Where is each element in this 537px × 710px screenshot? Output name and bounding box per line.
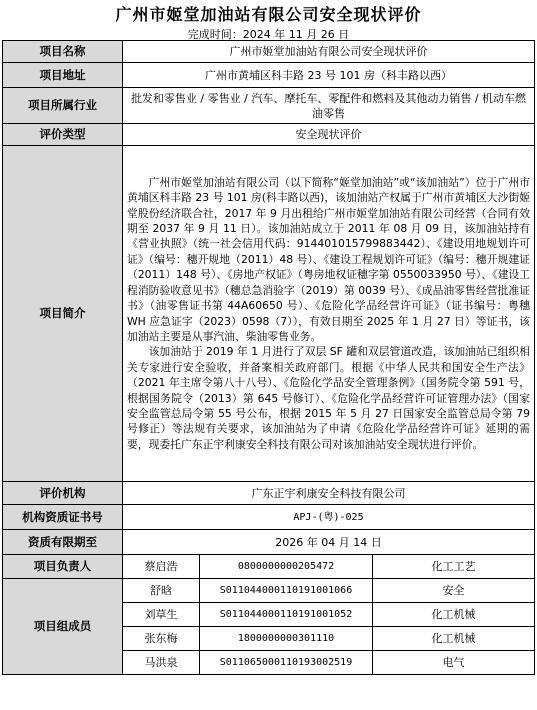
member-id: S011044000110191001052 — [200, 603, 373, 627]
intro-paragraph-1: 广州市姬堂加油站有限公司（以下简称“姬堂加油站”或“该加油站”）位于广州市黄埔区科丰路 23 号 101 房(科丰路以西)，该加油站产权属于广州市黄埔区大沙街姬堂股份经济联合社，2017 年 9 月出租给广州市姬堂加油站有限公司经营（合同有效期至 2037 年 9 月 11 日）。该加油站成立于 2011 年 08 月 09 日，该加油站持有《营业执照》（统一社会信用代码：914401015799883442）、《建设用地规划许可证》（编号：穗开规地（2011）48 号）、《建设工程规划许可证》（编号：穗开规建证（2011）148 号）、《房地产权证》（粤房地权证穗字第 0550033950 号）、《建设工程消防验收意见书》（穗总急消验字（2019）第 0039 号）、《成品油零售经营批准证书》（油零售证书第 44A60650 号）、《危险化学品经营许可证》（证书编号：粤穗 WH 应急证字（2023）0598（7）），有效日期至 2025 年 1 月 27 日）等证书，该加油站主要是从事汽油、柴油零售业务。 — [127, 175, 530, 343]
row-expiry — [3, 530, 535, 555]
member-id: 1800000000301110 — [200, 627, 373, 651]
value-expiry: 2026 年 04 月 14 日 — [123, 530, 535, 555]
member-field: 化工机械 — [373, 627, 535, 651]
label-eval-type: 评价类型 — [3, 124, 123, 146]
label-leader: 项目负责人 — [3, 555, 123, 579]
member-id: S011065000110193002519 — [200, 651, 373, 675]
value-agency: 广东正宇利康安全科技有限公司 — [123, 482, 535, 505]
value-industry: 批发和零售业 / 零售业 / 汽车、摩托车、零配件和燃料及其他动力销售 / 机动车燃油零售 — [123, 88, 535, 124]
label-industry: 项目所属行业 — [3, 88, 123, 124]
member-name: 舒晗 — [123, 579, 200, 603]
value-project-address: 广州市黄埔区科丰路 23 号 101 房（科丰路以西） — [123, 63, 535, 88]
label-expiry: 资质有限期至 — [3, 530, 123, 555]
row-agency — [3, 482, 535, 505]
leader-name: 蔡启浩 — [123, 555, 200, 579]
member-field: 安全 — [373, 579, 535, 603]
intro-paragraph-2: 该加油站于 2019 年 1 月进行了双层 SF 罐和双层管道改造，该加油站已组织相关专家进行安全验收，并备案相关政府部门。根据《中华人民共和国安全生产法》（2021 年主席令第八十八号）、《危险化学品安全管理条例》（国务院令第 591 号，根据国务院令（2013）第 645 号修订）、《危险化学品经营许可证管理办法》（国家安全监管总局令第 55 号公布，根据 2015 年 5 月 27 日国家安全监管总局令第 79 号修正）等法规有关要求，该加油站为了申请《危险化学品经营许可证》延期的需要，现委托广东正宇利康安全科技有限公司对该加油站安全现状进行评价。 — [127, 345, 530, 451]
completion-date: 完成时间：2024 年 11 月 26 日 — [187, 28, 350, 41]
leader-id: 0800000000205472 — [200, 555, 373, 579]
leader-field: 化工工艺 — [373, 555, 535, 579]
row-project-address — [3, 63, 535, 88]
member-name: 张东梅 — [123, 627, 200, 651]
document-title: 广州市姬堂加油站有限公司安全现状评价 — [115, 5, 422, 24]
label-intro: 项目简介 — [3, 146, 123, 482]
member-field: 化工机械 — [373, 603, 535, 627]
member-id: S011044000110191001066 — [200, 579, 373, 603]
label-members: 项目组成员 — [3, 579, 123, 675]
value-eval-type: 安全现状评价 — [123, 124, 535, 146]
member-row — [3, 579, 535, 603]
label-cert: 机构资质证书号 — [3, 505, 123, 530]
label-agency: 评价机构 — [3, 482, 123, 505]
label-project-address: 项目地址 — [3, 63, 123, 88]
row-industry — [3, 88, 535, 124]
row-cert — [3, 505, 535, 530]
label-project-name: 项目名称 — [3, 41, 123, 63]
member-name: 刘草生 — [123, 603, 200, 627]
project-info-table — [2, 40, 535, 675]
member-field: 电气 — [373, 651, 535, 675]
row-intro — [3, 146, 535, 482]
value-cert: APJ-(粤)-025 — [123, 505, 535, 530]
value-intro — [123, 146, 535, 482]
member-name: 马洪泉 — [123, 651, 200, 675]
row-eval-type — [3, 124, 535, 146]
row-leader — [3, 555, 535, 579]
value-project-name: 广州市姬堂加油站有限公司安全现状评价 — [123, 41, 535, 63]
row-project-name — [3, 41, 535, 63]
